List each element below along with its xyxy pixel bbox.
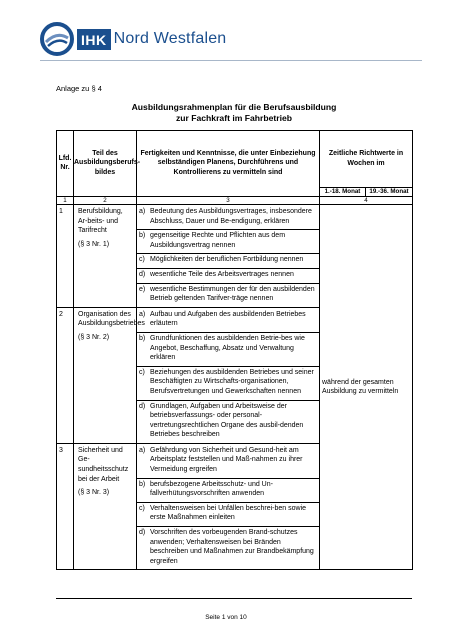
logo-brand: IHK bbox=[77, 29, 111, 50]
skills-list bbox=[137, 307, 320, 443]
list-item bbox=[137, 284, 319, 307]
item-text: Beziehungen des ausbildenden Betriebes und seiner Beschäftigten zu Wirtschafts-organisationen, Berufsvertretungen und Gewerkschaften nennen bbox=[150, 368, 314, 395]
header-skills: Fertigkeiten und Kenntnisse, die unter Einbeziehung selbständigen Planens, Durchführens und Kontrollierens zu vermitteln sind bbox=[137, 131, 320, 197]
column-number: 4 bbox=[320, 196, 413, 205]
item-letter: c) bbox=[139, 368, 145, 376]
area-reference: (§ 3 Nr. 2) bbox=[78, 333, 110, 341]
item-text: wesentliche Bestimmungen der für den ausbildenden Betrieb geltenden Tarifver-träge nennen bbox=[150, 285, 315, 303]
table-row bbox=[57, 205, 413, 308]
logo-region: Nord Westfalen bbox=[113, 30, 227, 47]
item-letter: d) bbox=[139, 529, 146, 537]
table-header-row bbox=[57, 131, 413, 188]
time-guideline: während der gesamten Ausbildung zu vermitteln bbox=[320, 205, 413, 570]
area-reference: (§ 3 Nr. 1) bbox=[78, 240, 110, 248]
row-number: 1 bbox=[57, 205, 74, 308]
column-number: 1 bbox=[57, 196, 74, 205]
row-number: 3 bbox=[57, 443, 74, 570]
list-item bbox=[137, 230, 319, 254]
list-item bbox=[137, 367, 319, 401]
header-zeit: Zeitliche Richtwerte in Wochen im bbox=[320, 131, 413, 188]
page-title bbox=[56, 102, 412, 124]
column-number: 3 bbox=[137, 196, 320, 205]
ihk-logo bbox=[40, 22, 226, 56]
page-number: Seite 1 von 10 bbox=[205, 614, 247, 621]
header-lfd-nr: Lfd. Nr. bbox=[57, 131, 74, 197]
list-item bbox=[137, 479, 319, 503]
list-item bbox=[137, 206, 319, 230]
list-item bbox=[137, 269, 319, 284]
item-letter: a) bbox=[139, 208, 146, 215]
item-text: Möglichkeiten der beruflichen Fortbildung nennen bbox=[150, 256, 304, 264]
item-letter: e) bbox=[139, 285, 146, 293]
item-text: berufsbezogene Arbeitsschutz- und Un-fallverhütungsvorschriften anwenden bbox=[150, 480, 273, 498]
item-letter: d) bbox=[139, 270, 146, 278]
area-title: Organisation des Ausbildungsbetriebes bbox=[78, 310, 145, 328]
item-text: Verhaltensweisen bei Unfällen beschrei-ben sowie erste Maßnahmen einleiten bbox=[150, 504, 307, 522]
area-title: Sicherheit und Ge-sundheitsschutz bei der Arbeit bbox=[78, 446, 129, 483]
item-letter: d) bbox=[139, 402, 146, 410]
list-item bbox=[137, 503, 319, 527]
footer-divider bbox=[56, 598, 412, 599]
ihk-logo-icon bbox=[40, 22, 74, 56]
item-letter: c) bbox=[139, 256, 145, 264]
item-text: Bedeutung des Ausbildungsvertrages, insbesondere Abschluss, Dauer und Be-endigung, erklären bbox=[150, 208, 312, 225]
title-line-1: Ausbildungsrahmenplan für die Berufsausbildung bbox=[131, 102, 337, 112]
item-text: gegenseitige Rechte und Pflichten aus dem Ausbildungsvertrag nennen bbox=[150, 232, 286, 249]
item-letter: b) bbox=[139, 334, 146, 342]
training-area bbox=[74, 205, 137, 308]
item-letter: c) bbox=[139, 504, 145, 512]
area-reference: (§ 3 Nr. 3) bbox=[78, 489, 110, 497]
list-item bbox=[137, 254, 319, 269]
item-text: Grundfunktionen des ausbildenden Betrie-bes wie Angebot, Beschaffung, Absatz und Verwaltung erklären bbox=[150, 334, 305, 362]
item-text: Grundlagen, Aufgaben und Arbeitsweise der betriebsverfassungs- oder personal-vertretungsrechtlichen Organe des ausbil-denden Betriebes beschreiben bbox=[150, 402, 304, 439]
item-letter: b) bbox=[139, 232, 146, 240]
item-text: Aufbau und Aufgaben des ausbildenden Betriebes erläutern bbox=[150, 310, 306, 328]
skills-list bbox=[137, 205, 320, 308]
header-divider bbox=[40, 60, 422, 61]
title-line-2: zur Fachkraft im Fahrbetrieb bbox=[175, 113, 293, 123]
row-number: 2 bbox=[57, 307, 74, 443]
list-item bbox=[137, 527, 319, 569]
header-teil: Teil des Ausbildungsberufs-bildes bbox=[74, 131, 137, 197]
item-text: Gefährdung von Sicherheit und Gesund-heit am Arbeitsplatz feststellen und Maß-nahmen zu ihrer Vermeidung ergreifen bbox=[150, 446, 303, 474]
item-text: wesentliche Teile des Arbeitsvertrages nennen bbox=[150, 270, 294, 278]
header-month-19-36: 19.-36. Monat bbox=[366, 188, 413, 197]
training-area bbox=[74, 443, 137, 570]
list-item bbox=[137, 445, 319, 479]
column-number: 2 bbox=[74, 196, 137, 205]
list-item bbox=[137, 401, 319, 443]
list-item bbox=[137, 333, 319, 367]
training-plan-table bbox=[56, 130, 413, 570]
item-text: Vorschriften des vorbeugenden Brand-schutzes anwenden; Verhaltensweisen bei Bränden beschreiben und Maßnahmen zur Brandbekämpfung ergreifen bbox=[150, 529, 314, 565]
header-month-1-18: 1.-18. Monat bbox=[320, 188, 366, 197]
column-number-row bbox=[57, 196, 413, 205]
item-letter: b) bbox=[139, 480, 146, 488]
item-letter: a) bbox=[139, 446, 146, 454]
skills-list bbox=[137, 443, 320, 570]
annex-label: Anlage zu § 4 bbox=[56, 84, 102, 93]
item-letter: a) bbox=[139, 310, 146, 318]
list-item bbox=[137, 309, 319, 333]
training-area bbox=[74, 307, 145, 443]
area-title: Berufsbildung, Ar-beits- und Tarifrecht bbox=[78, 208, 123, 235]
